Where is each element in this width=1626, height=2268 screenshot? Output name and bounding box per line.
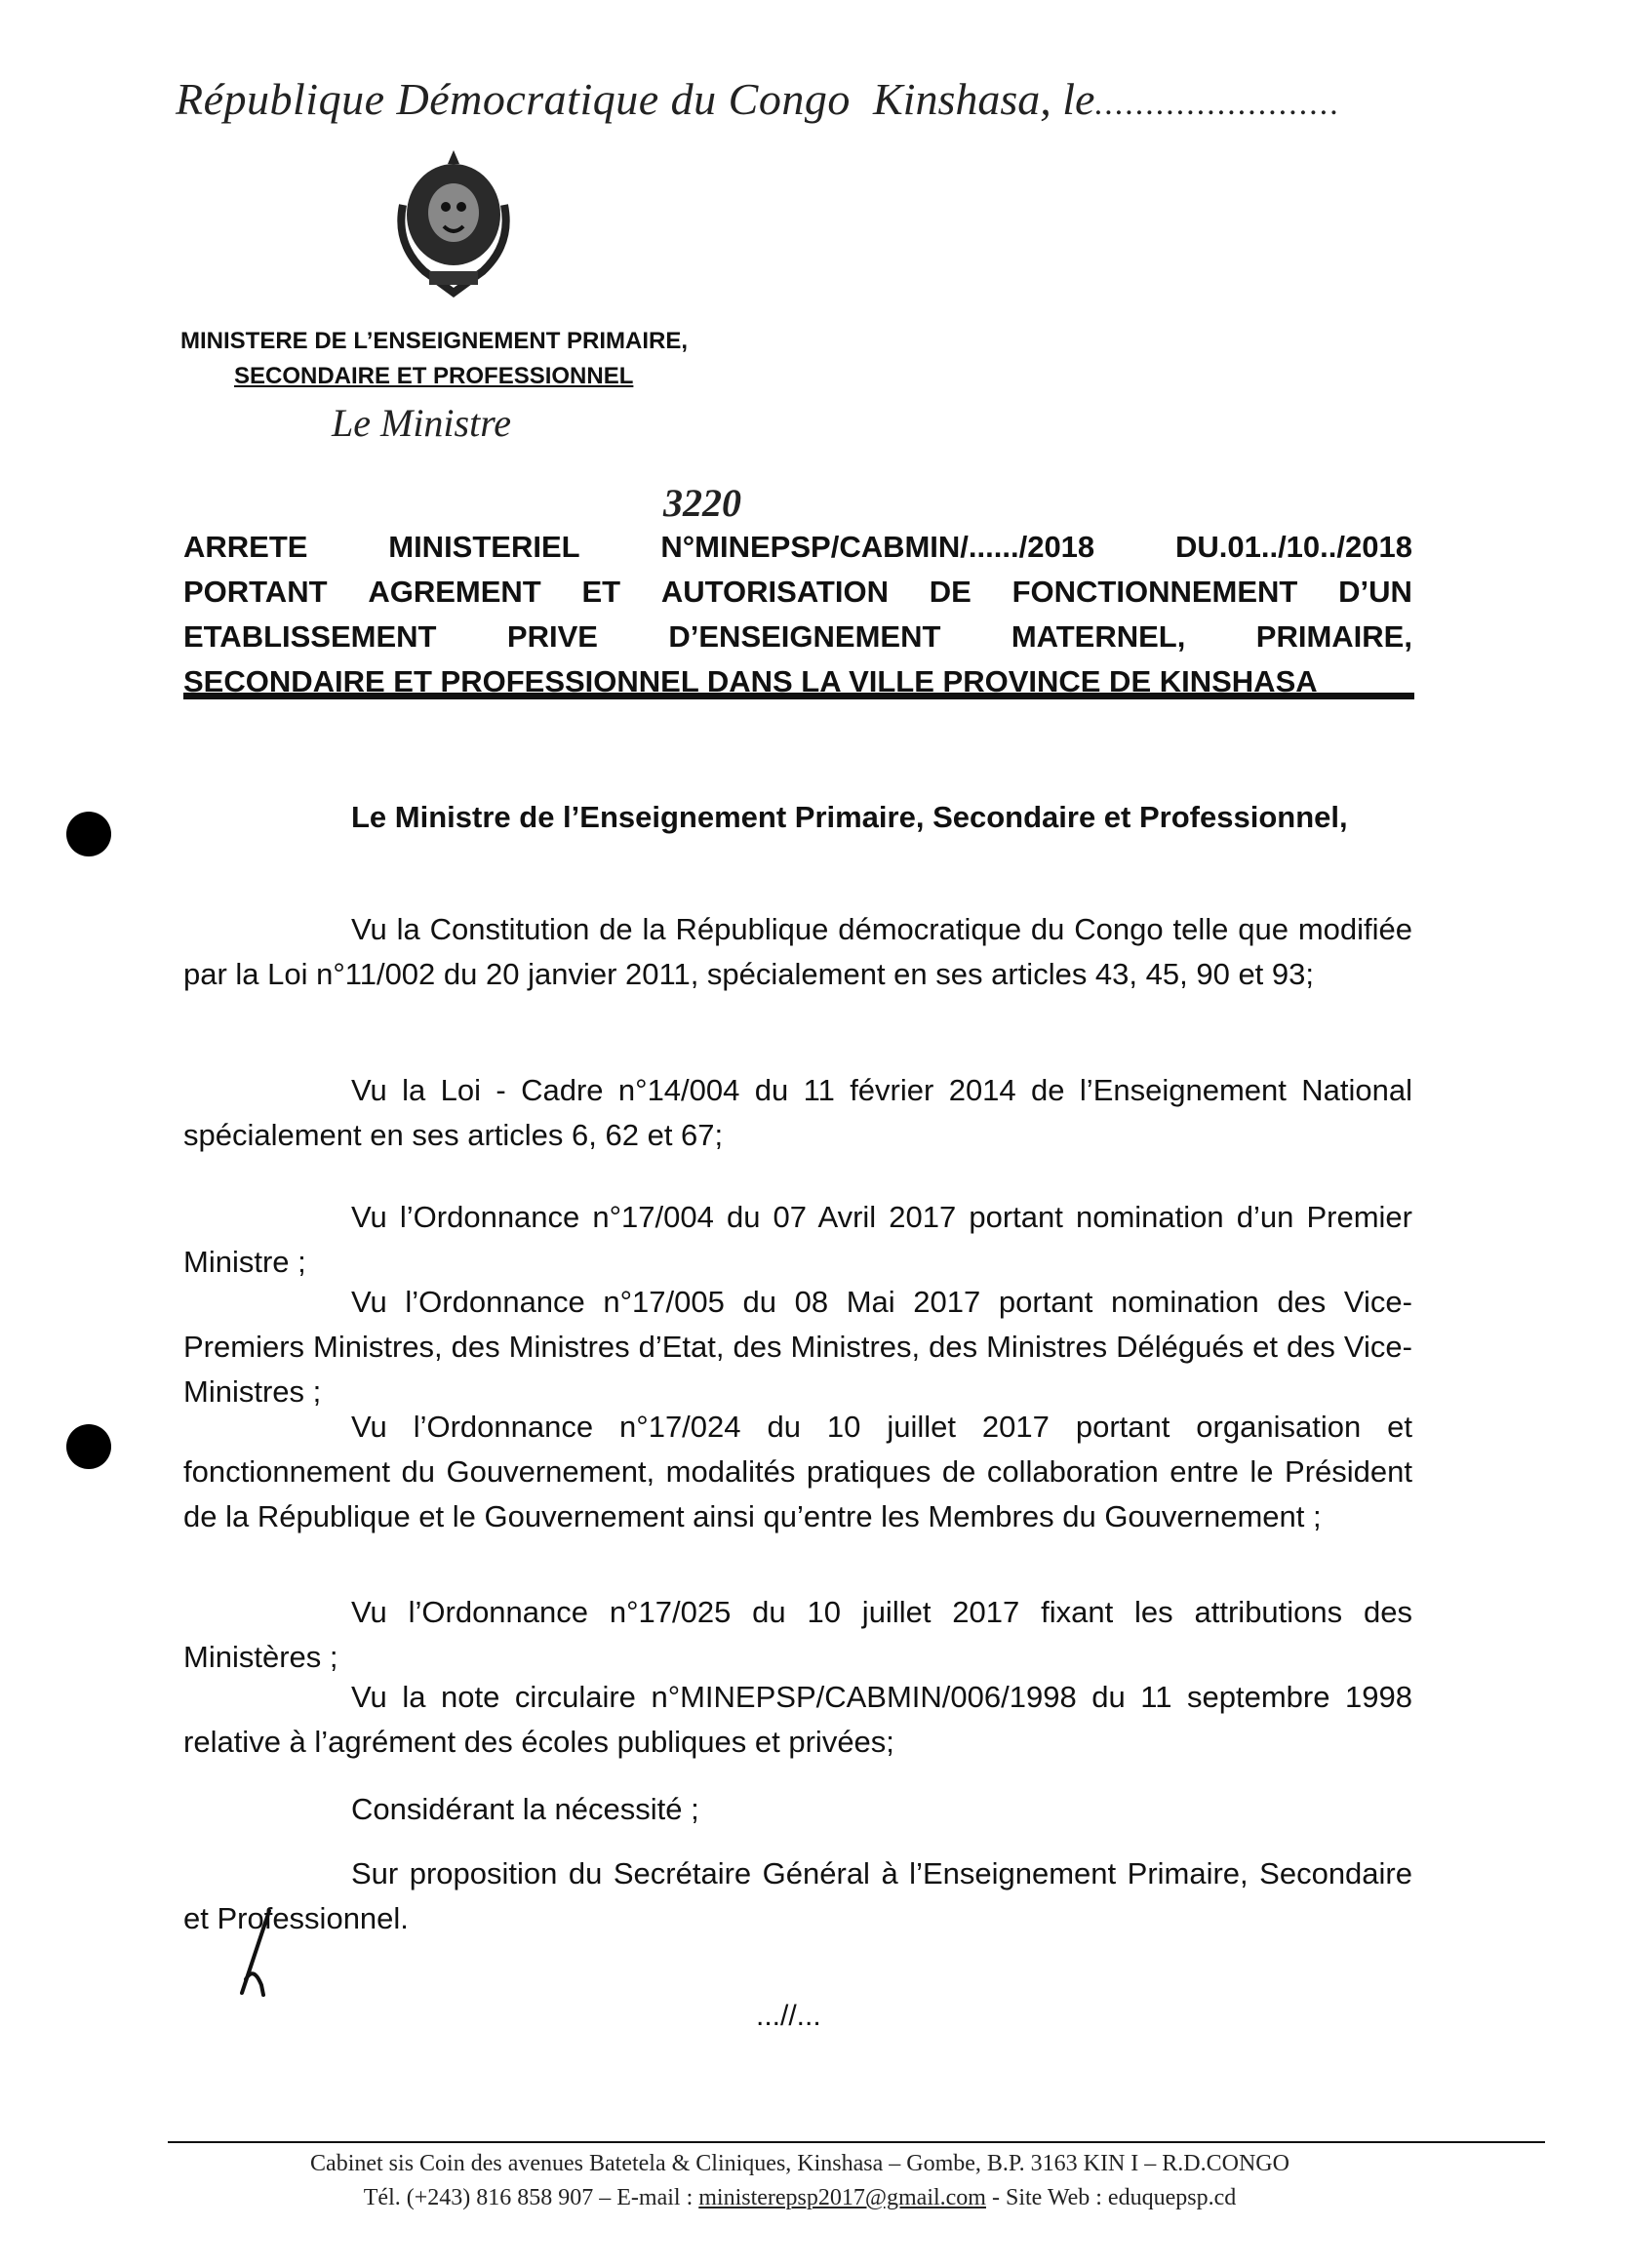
title-word: PRIVE: [506, 619, 598, 654]
ministry-line-2: SECONDAIRE ET PROFESSIONNEL: [234, 363, 634, 389]
decree-title-line-1: [183, 525, 1412, 570]
title-word: AGREMENT: [368, 575, 541, 609]
title-word: ARRETE: [183, 530, 308, 564]
decree-title: [183, 525, 1412, 704]
footer-phone: Tél. (+243) 816 858 907 – E-mail :: [363, 2185, 699, 2210]
handwritten-initial-mark: [232, 1907, 281, 2000]
ministry-line-1: MINISTERE DE L’ENSEIGNEMENT PRIMAIRE,: [180, 328, 689, 354]
minister-title: Le Ministre: [332, 401, 512, 445]
footer-website: - Site Web : eduquepsp.cd: [985, 2185, 1237, 2210]
vu-note-circulaire: Vu la note circulaire n°MINEPSP/CABMIN/006/1998 du 11 septembre 1998 relative à l’agrément des écoles publiques et privées;: [183, 1680, 1412, 1759]
title-word: D’UN: [1338, 575, 1412, 609]
footer-email-link[interactable]: ministerepsp2017@gmail.com: [698, 2185, 986, 2210]
title-line: SECONDAIRE ET PROFESSIONNEL DANS LA VILLE PROVINCE DE KINSHASA: [183, 664, 1318, 698]
punch-hole-mark: [66, 1424, 111, 1469]
place-date-dots: ........................: [1094, 86, 1341, 122]
considerant: Considérant la nécessité ;: [351, 1792, 699, 1826]
title-word: DE: [929, 575, 972, 609]
vu-loi-cadre: Vu la Loi - Cadre n°14/004 du 11 février 2014 de l’Enseignement National spécialement en ses articles 6, 62 et 67;: [183, 1073, 1412, 1152]
footer-contact: [185, 2185, 1414, 2211]
vu-ordonnance-17-004: Vu l’Ordonnance n°17/004 du 07 Avril 2017 portant nomination d’un Premier Ministre ;: [183, 1200, 1412, 1279]
decree-reference: N°MINEPSP/CABMIN/....../2018: [660, 530, 1095, 564]
title-word: PRIMAIRE,: [1255, 619, 1412, 654]
handwritten-decree-number: 3220: [663, 481, 741, 525]
title-word: ETABLISSEMENT: [183, 619, 437, 654]
title-word: ET: [581, 575, 621, 609]
opening-statement: Le Ministre de l’Enseignement Primaire, Secondaire et Professionnel,: [351, 800, 1348, 834]
coat-of-arms-emblem: [385, 146, 522, 302]
country-heading: République Démocratique du Congo: [176, 74, 851, 124]
title-underline-rule: [183, 693, 1414, 699]
title-word: FONCTIONNEMENT: [1011, 575, 1298, 609]
page-continuation-mark: ...//...: [756, 2000, 821, 2032]
decree-date: DU.01../10../2018: [1174, 530, 1412, 564]
vu-ordonnance-17-025: Vu l’Ordonnance n°17/025 du 10 juillet 2017 fixant les attributions des Ministères ;: [183, 1595, 1412, 1674]
decree-title-line-2: [183, 570, 1412, 615]
punch-hole-mark: [66, 812, 111, 856]
place-date-prefix: Kinshasa, le: [873, 74, 1095, 124]
ministry-name: [180, 324, 688, 394]
title-word: AUTORISATION: [660, 575, 889, 609]
title-word: D’ENSEIGNEMENT: [668, 619, 941, 654]
footer-rule: [168, 2141, 1545, 2143]
title-word: MINISTERIEL: [388, 530, 580, 564]
vu-constitution: Vu la Constitution de la République démocratique du Congo telle que modifiée par la Loi n°11/002 du 20 janvier 2011, spécialement en ses articles 43, 45, 90 et 93;: [183, 912, 1412, 991]
place-date-line: [873, 73, 1340, 125]
title-word: MATERNEL,: [1011, 619, 1186, 654]
sur-proposition: Sur proposition du Secrétaire Général à l’Enseignement Primaire, Secondaire et Professionnel.: [183, 1856, 1412, 1935]
title-word: PORTANT: [183, 575, 328, 609]
decree-title-line-3: [183, 615, 1412, 659]
footer-address: Cabinet sis Coin des avenues Batetela & Cliniques, Kinshasa – Gombe, B.P. 3163 KIN I – R.D.CONGO: [310, 2151, 1289, 2176]
vu-ordonnance-17-024: Vu l’Ordonnance n°17/024 du 10 juillet 2017 portant organisation et fonctionnement du Gouvernement, modalités pratiques de collaboration entre le Président de la République et le Gouvernement ainsi qu’entre les Membres du Gouvernement ;: [183, 1410, 1412, 1533]
vu-ordonnance-17-005: Vu l’Ordonnance n°17/005 du 08 Mai 2017 portant nomination des Vice-Premiers Ministres, des Ministres d’Etat, des Ministres, des Ministres Délégués et des Vice-Ministres ;: [183, 1285, 1412, 1409]
